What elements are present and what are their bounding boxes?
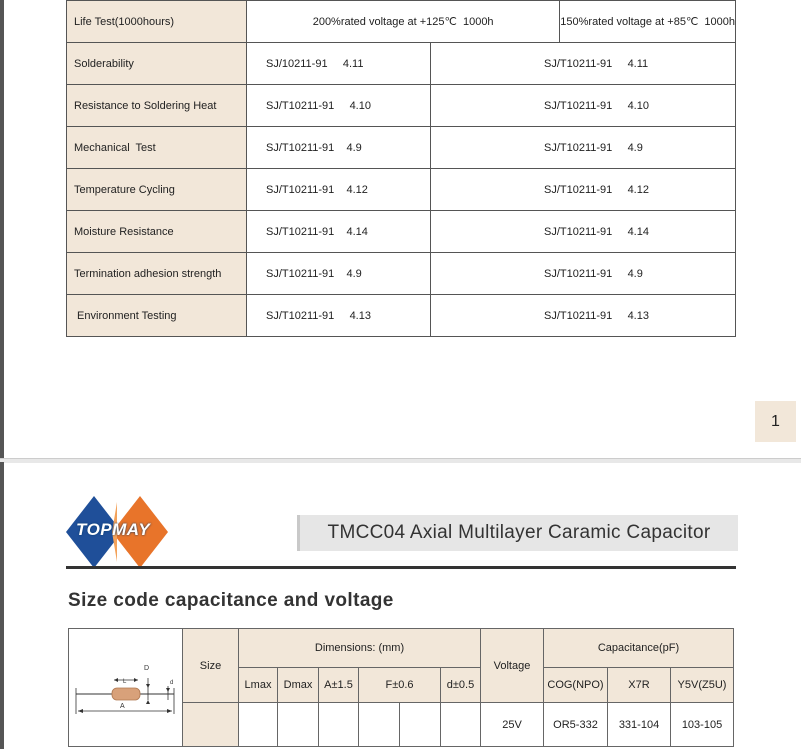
voltage-header: Voltage (481, 629, 544, 703)
spec-x7r: SJ/T10211-91 4.10 (431, 85, 736, 127)
diagram-label-l: L (122, 679, 126, 685)
spec-x7r: SJ/T10211-91 4.13 (431, 295, 736, 337)
page-edge (0, 462, 4, 749)
spec-npo: SJ/T10211-91 4.13 (247, 295, 431, 337)
dmax-cell (278, 703, 319, 747)
logo-text: TOPMAY (76, 520, 151, 539)
table-row (67, 211, 736, 253)
dim-col-dmax: Dmax (278, 668, 319, 703)
size-cell (183, 703, 239, 747)
document-title: TMCC04 Axial Multilayer Caramic Capacitor (297, 515, 738, 551)
lmax-cell (239, 703, 278, 747)
spec-item: Resistance to Soldering Heat (67, 85, 247, 127)
voltage-cell: 25V (481, 703, 544, 747)
spec-item: Moisture Resistance (67, 211, 247, 253)
f-cell (400, 703, 441, 747)
page-separator (0, 458, 801, 463)
table-row (67, 295, 736, 337)
spec-npo: 200%rated voltage at +125℃ 1000h (247, 1, 560, 43)
section-heading: Size code capacitance and voltage (68, 590, 394, 611)
cap-col-cog: COG(NPO) (544, 668, 608, 703)
spec-item: Temperature Cycling (67, 169, 247, 211)
a-cell (319, 703, 359, 747)
dimensions-header: Dimensions: (mm) (239, 629, 481, 668)
dim-col-d: d±0.5 (441, 668, 481, 703)
spec-table (66, 0, 736, 337)
spec-x7r: SJ/T10211-91 4.9 (431, 127, 736, 169)
capacitance-header: Capacitance(pF) (544, 629, 734, 668)
spec-x7r: 150%rated voltage at +85℃ 1000h (560, 1, 736, 43)
capacitor-diagram-cell (69, 629, 183, 747)
spec-npo: SJ/T10211-91 4.9 (247, 253, 431, 295)
table-row (67, 169, 736, 211)
size-table (68, 628, 734, 747)
table-row (67, 85, 736, 127)
spec-x7r: SJ/T10211-91 4.12 (431, 169, 736, 211)
spec-x7r: SJ/T10211-91 4.11 (431, 43, 736, 85)
x7r-cell: 331-104 (608, 703, 671, 747)
cog-cell: OR5-332 (544, 703, 608, 747)
spec-item: Environment Testing (67, 295, 247, 337)
diagram-label-d-lower: d (169, 680, 173, 686)
f-cell (359, 703, 400, 747)
spec-npo: SJ/T10211-91 4.10 (247, 85, 431, 127)
dim-col-f: F±0.6 (359, 668, 441, 703)
spec-x7r: SJ/T10211-91 4.14 (431, 211, 736, 253)
spec-npo: SJ/T10211-91 4.12 (247, 169, 431, 211)
spec-item: Solderability (67, 43, 247, 85)
spec-npo: SJ/T10211-91 4.9 (247, 127, 431, 169)
cap-col-x7r: X7R (608, 668, 671, 703)
spec-item: Life Test(1000hours) (67, 1, 247, 43)
spec-npo: SJ/T10211-91 4.14 (247, 211, 431, 253)
table-row (67, 253, 736, 295)
dim-col-a: A±1.5 (319, 668, 359, 703)
dim-col-lmax: Lmax (239, 668, 278, 703)
diagram-label-d-upper: D (143, 665, 149, 672)
title-rule (66, 566, 736, 569)
page-edge (0, 0, 4, 458)
y5v-cell: 103-105 (671, 703, 734, 747)
spec-npo: SJ/10211-91 4.11 (247, 43, 431, 85)
table-row (67, 1, 736, 43)
diagram-label-a: A (119, 703, 125, 710)
spec-x7r: SJ/T10211-91 4.9 (431, 253, 736, 295)
d-cell (441, 703, 481, 747)
page-number: 1 (755, 401, 796, 442)
spec-item: Mechanical Test (67, 127, 247, 169)
table-row (67, 43, 736, 85)
capacitor-diagram-icon (70, 656, 182, 716)
table-row (69, 629, 734, 668)
cap-col-y5v: Y5V(Z5U) (671, 668, 734, 703)
size-header: Size (183, 629, 239, 703)
spec-item: Termination adhesion strength (67, 253, 247, 295)
table-row (67, 127, 736, 169)
